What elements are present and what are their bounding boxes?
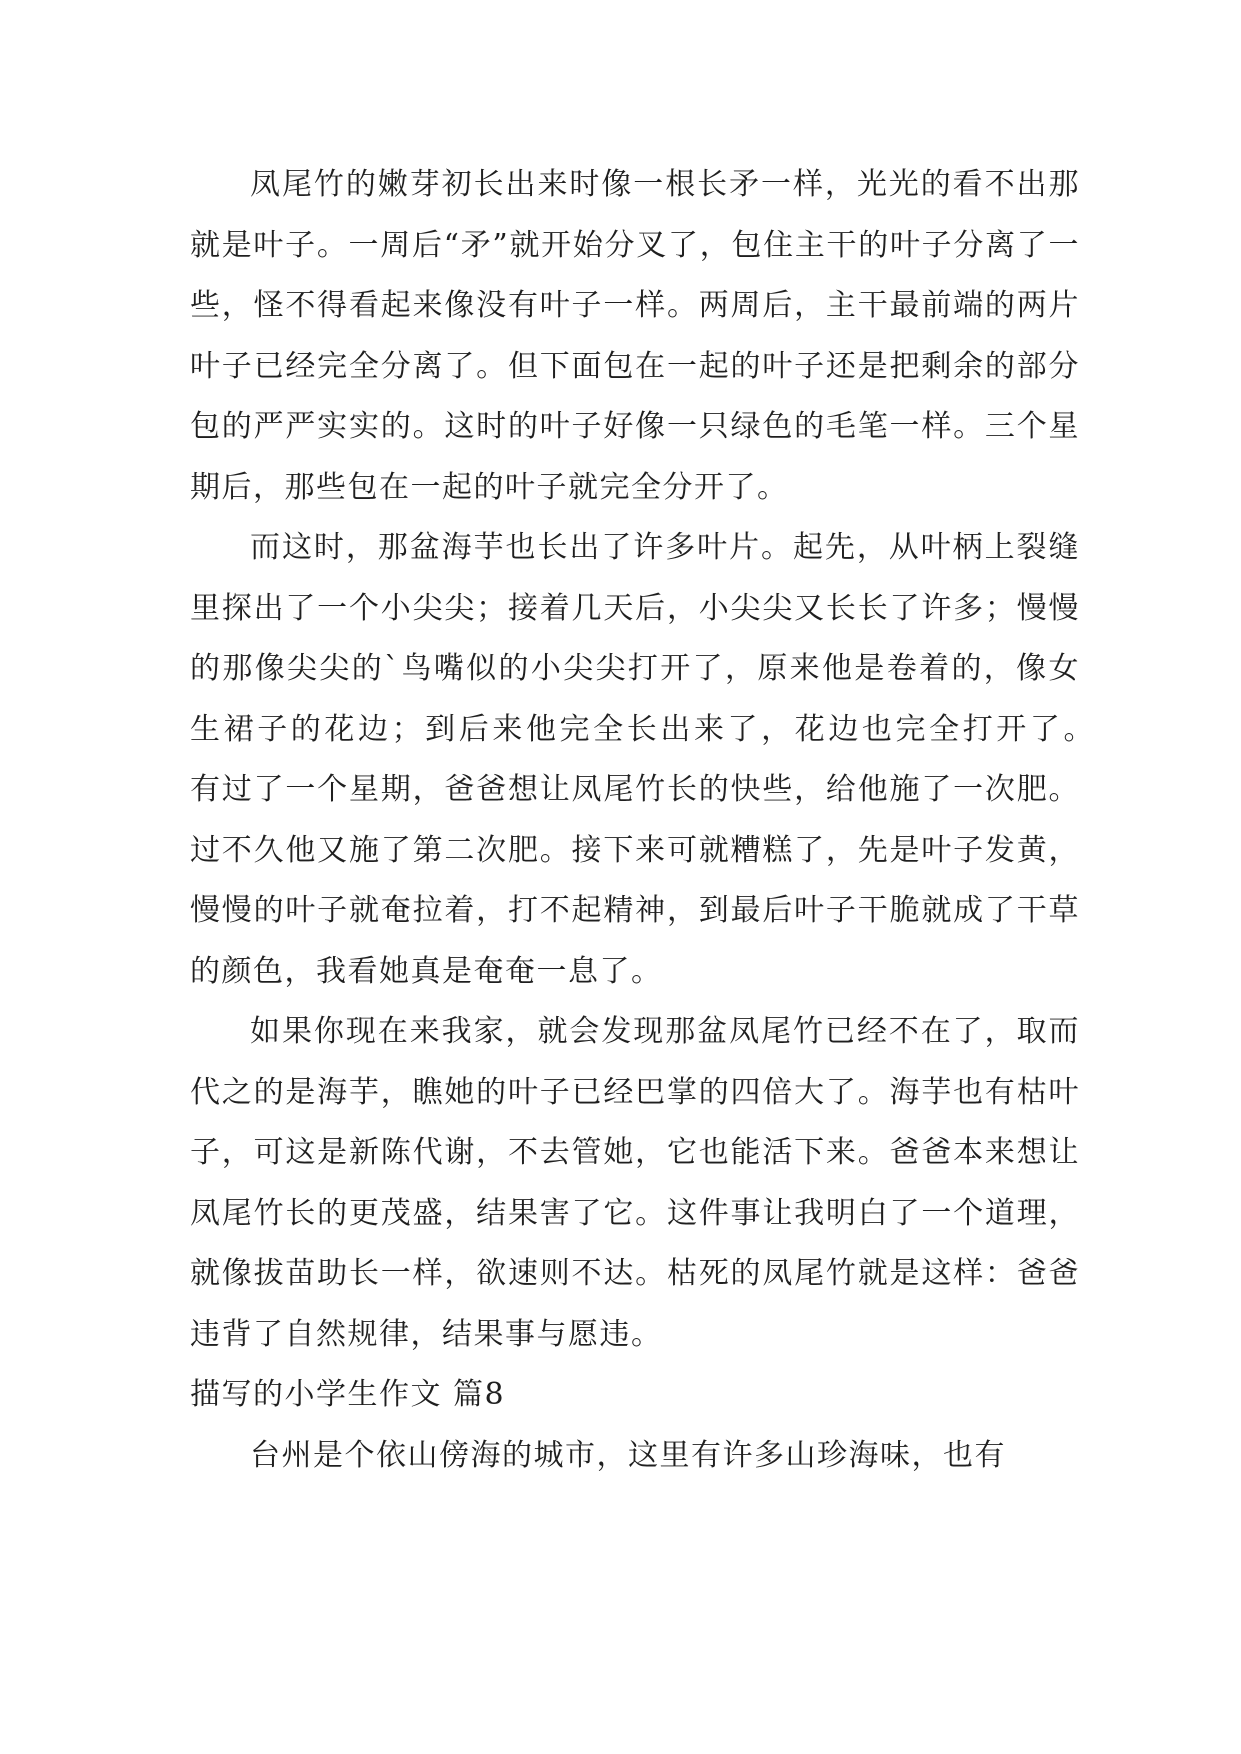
paragraph-4: 台州是个依山傍海的城市，这里有许多山珍海味，也有	[250, 1437, 1006, 1473]
paragraph-2: 而这时，那盆海芋也长出了许多叶片。起先，从叶柄上裂缝里探出了一个小尖尖；接着几天后，小尖尖又长长了许多；慢慢的那像尖尖的`鸟嘴似的小尖尖打开了，原来他是卷着的，像女生裙子的花边；到后来他完全长出来了，花边也完全打开了。 有过了一个星期，爸爸想让凤尾竹长的快些，给他施了一次肥。过不久他又施了第二次肥。接下来可就糟糕了，先是叶子发黄，慢慢的叶子就奄拉着，打不起精神，到最后叶子干脆就成了干草的颜色，我看她真是奄奄一息了。	[190, 530, 1112, 989]
section-heading: 描写的小学生作文 篇8	[190, 1377, 506, 1412]
paragraph-3: 如果你现在来我家，就会发现那盆凤尾竹已经不在了，取而代之的是海芋，瞧她的叶子已经巴掌的四倍大了。海芋也有枯叶子，可这是新陈代谢，不去管她，它也能活下来。爸爸本来想让凤尾竹长的更茂盛，结果害了它。这件事让我明白了一个道理，就像拔苗助长一样，欲速则不达。枯死的凤尾竹就是这样：爸爸违背了自然规律，结果事与愿违。	[190, 1014, 1080, 1352]
paragraph-1: 凤尾竹的嫩芽初长出来时像一根长矛一样，光光的看不出那就是叶子。一周后“矛”就开始分叉了，包住主干的叶子分离了一些，怪不得看起来像没有叶子一样。两周后，主干最前端的两片叶子已经完全分离了。但下面包在一起的叶子还是把剩余的部分包的严严实实的。这时的叶子好像一只绿色的毛笔一样。三个星期后，那些包在一起的叶子就完全分开了。	[190, 167, 1080, 505]
document-body	[190, 155, 1112, 1486]
